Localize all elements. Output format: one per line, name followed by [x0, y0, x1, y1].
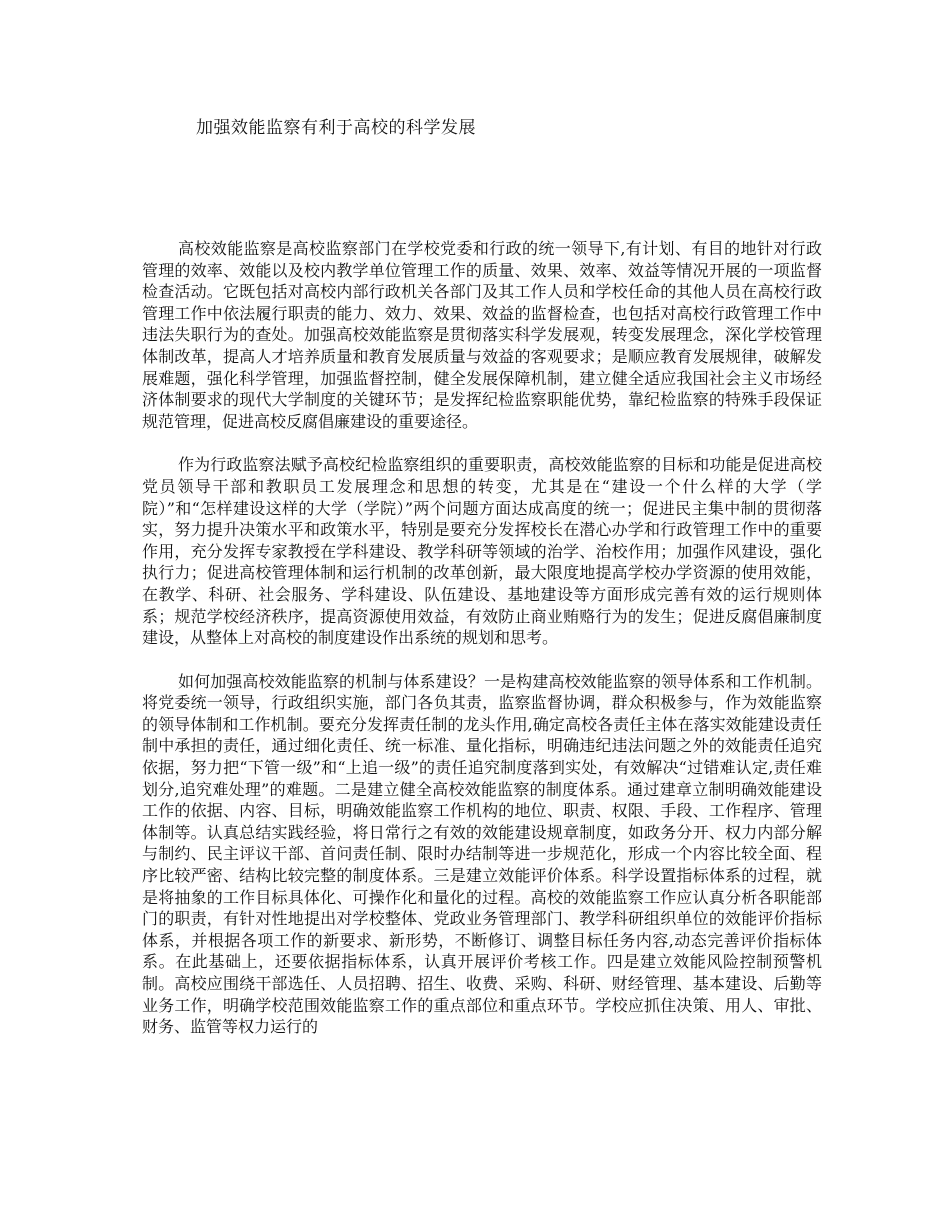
paragraph-1: 高校效能监察是高校监察部门在学校党委和行政的统一领导下,有计划、有目的地针对行政管理的效率、效能以及校内教学单位管理工作的质量、效果、效率、效益等情况开展的一项监督检查活动。它既包括对高校内部行政机关各部门及其工作人员和学校任命的其他人员在高校行政管理工作中依法履行职责的能力、效力、效果、效益的监督检查，也包括对高校行政管理工作中违法失职行为的查处。加强高校效能监察是贯彻落实科学发展观，转变发展理念，深化学校管理体制改革，提高人才培养质量和教育发展质量与效益的客观要求；是顺应教育发展规律，破解发展难题，强化科学管理，加强监督控制，健全发展保障机制，建立健全适应我国社会主义市场经济体制要求的现代大学制度的关键环节；是发挥纪检监察职能优势，靠纪检监察的特殊手段保证规范管理，促进高校反腐倡廉建设的重要途径。 — [142, 239, 822, 431]
document-title: 加强效能监察有利于高校的科学发展 — [196, 118, 476, 138]
paragraph-3: 如何加强高校效能监察的机制与体系建设？一是构建高校效能监察的领导体系和工作机制。将党委统一领导，行政组织实施，部门各负其责，监察监督协调，群众积极参与，作为效能监察的领导体制和工作机制。要充分发挥责任制的龙头作用,确定高校各责任主体在落实效能建设责任制中承担的责任，通过细化责任、统一标准、量化指标，明确违纪违法问题之外的效能责任追究依据，努力把“下管一级”和“上追一级”的责任追究制度落到实处，有效解决“过错难认定,责任难划分,追究难处理”的难题。二是建立健全高校效能监察的制度体系。通过建章立制明确效能建设工作的依据、内容、目标，明确效能监察工作机构的地位、职责、权限、手段、工作程序、管理体制等。认真总结实践经验，将日常行之有效的效能建设规章制度，如政务分开、权力内部分解与制约、民主评议干部、首问责任制、限时办结制等进一步规范化，形成一个内容比较全面、程序比较严密、结构比较完整的制度体系。三是建立效能评价体系。科学设置指标体系的过程，就是将抽象的工作目标具体化、可操作化和量化的过程。高校的效能监察工作应认真分析各职能部门的职责，有针对性地提出对学校整体、党政业务管理部门、教学科研组织单位的效能评价指标体系，并根据各项工作的新要求、新形势，不断修订、调整目标任务内容,动态完善评价指标体系。在此基础上，还要依据指标体系，认真开展评价考核工作。四是建立效能风险控制预警机制。高校应围绕干部选任、人员招聘、招生、收费、采购、科研、财经管理、基本建设、后勤等业务工作，明确学校范围效能监察工作的重点部位和重点环节。学校应抓住决策、用人、审批、财务、监管等权力运行的 — [142, 671, 822, 1037]
paragraph-2: 作为行政监察法赋予高校纪检监察组织的重要职责，高校效能监察的目标和功能是促进高校党员领导干部和教职员工发展理念和思想的转变，尤其是在“建设一个什么样的大学（学院）”和“怎样建设这样的大学（学院）”两个问题方面达成高度的统一；促进民主集中制的贯彻落实，努力提升决策水平和政策水平，特别是要充分发挥校长在潜心办学和行政管理工作中的重要作用，充分发挥专家教授在学科建设、教学科研等领域的治学、治校作用；加强作风建设，强化执行力；促进高校管理体制和运行机制的改革创新，最大限度地提高学校办学资源的使用效能，在教学、科研、社会服务、学科建设、队伍建设、基地建设等方面形成完善有效的运行规则体系；规范学校经济秩序，提高资源使用效益，有效防止商业贿赂行为的发生；促进反腐倡廉制度建设，从整体上对高校的制度建设作出系统的规划和思考。 — [142, 455, 822, 648]
document-body — [142, 238, 822, 1060]
